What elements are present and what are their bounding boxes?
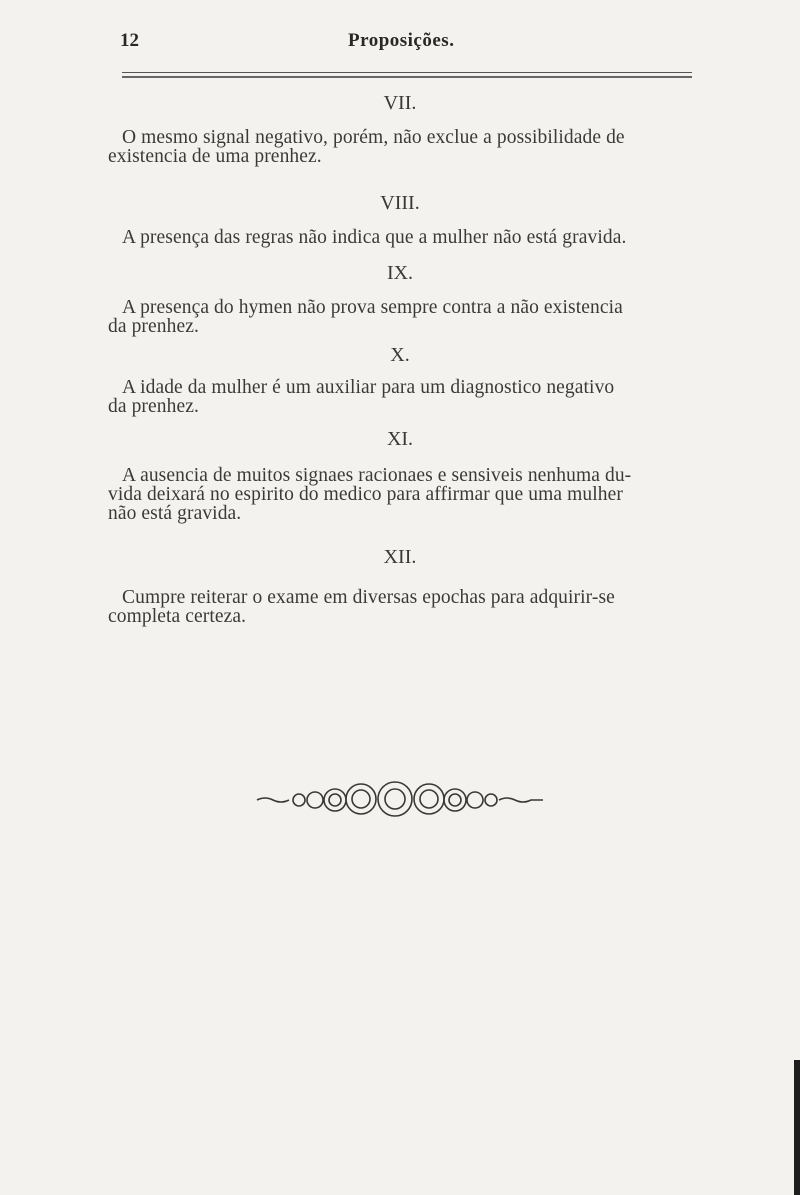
text-line: A idade da mulher é um auxiliar para um diagnostico negativo (122, 377, 615, 398)
text-line: A presença das regras não indica que a mulher não está gravida. (122, 227, 627, 248)
section-numeral: XII. (383, 546, 417, 568)
section-numeral: X. (390, 344, 410, 366)
running-title: Proposições. (348, 30, 455, 51)
text-line: existencia de uma prenhez. (108, 146, 322, 167)
text-line: vida deixará no espirito do medico para affirmar que uma mulher (108, 484, 623, 505)
text-line: completa certeza. (108, 606, 247, 627)
proposition-text (108, 228, 708, 247)
proposition-text (108, 298, 708, 336)
text-line: da prenhez. (108, 396, 199, 417)
page-number: 12 (120, 30, 139, 51)
proposition-text (108, 128, 708, 166)
scan-edge-shadow (794, 1060, 800, 1195)
text-line: da prenhez. (108, 316, 199, 337)
header-rule-thick (122, 76, 692, 78)
section-numeral: XI. (386, 428, 414, 450)
header-rule-thin (122, 72, 692, 73)
section-numeral: IX. (386, 262, 414, 284)
scroll-ornament-icon (255, 778, 545, 818)
text-line: não está gravida. (108, 503, 242, 524)
text-line: A ausencia de muitos signaes racionaes e sensiveis nenhuma du- (122, 465, 632, 486)
proposition-text (108, 378, 708, 416)
proposition-text (108, 466, 708, 523)
proposition-text (108, 588, 708, 626)
text-line: A presença do hymen não prova sempre contra a não existencia (122, 297, 623, 318)
page-header (120, 30, 690, 56)
section-numeral: VII. (383, 92, 417, 114)
text-line: Cumpre reiterar o exame em diversas epochas para adquirir-se (122, 587, 615, 608)
text-line: O mesmo signal negativo, porém, não exclue a possibilidade de (122, 127, 625, 148)
section-numeral: VIII. (380, 192, 420, 214)
